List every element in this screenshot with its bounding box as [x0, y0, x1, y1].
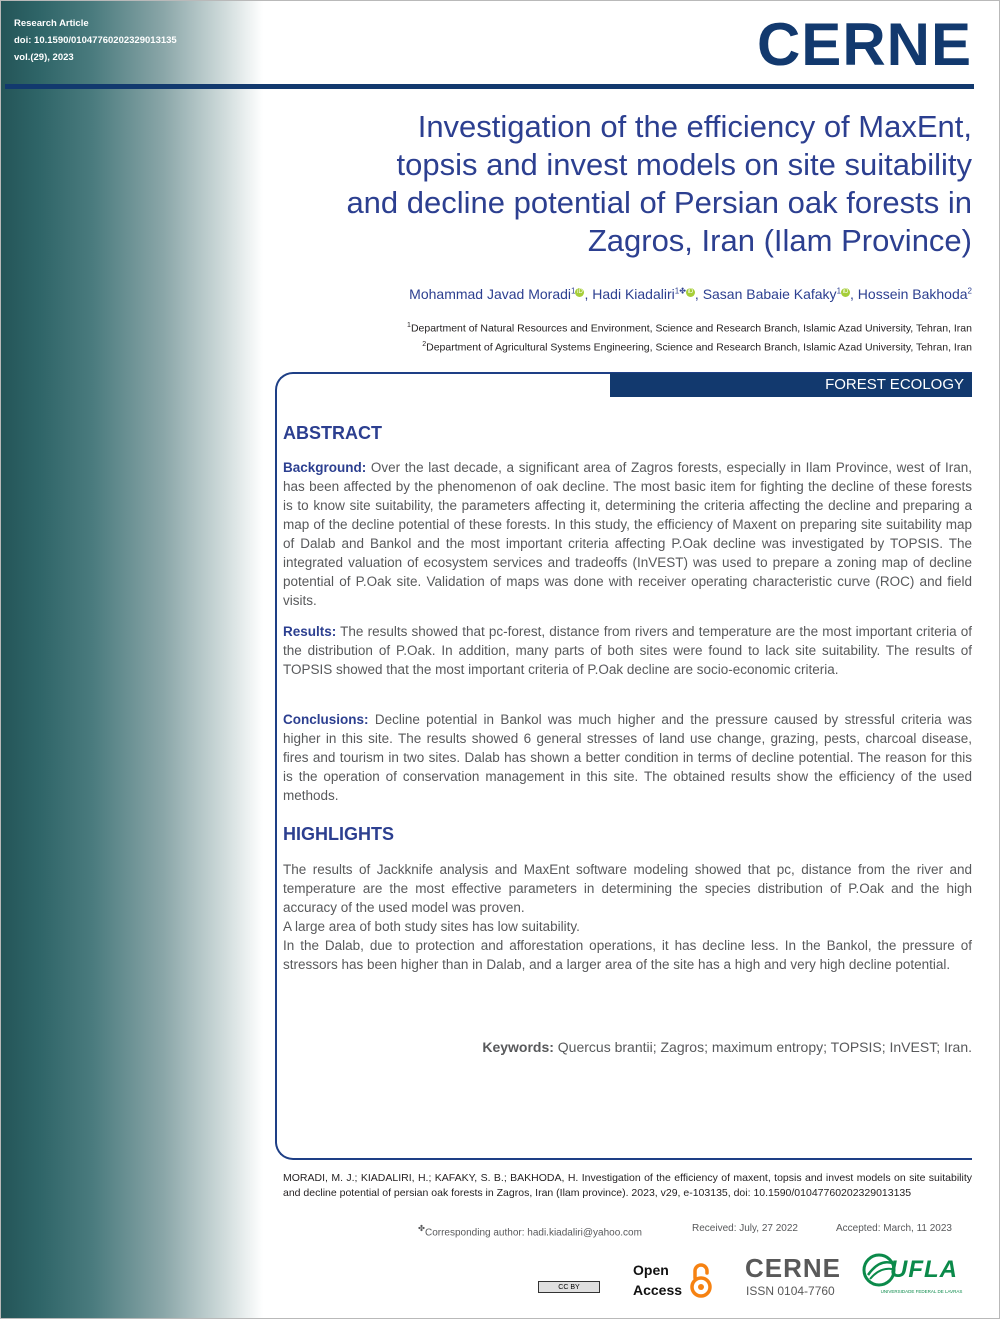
keywords: [482, 1039, 972, 1055]
orcid-icon[interactable]: iD: [842, 289, 849, 296]
cc-license-badge[interactable]: CC BY: [538, 1281, 600, 1293]
section-tag: FOREST ECOLOGY: [610, 373, 972, 397]
author-affil-mark: 2: [967, 286, 972, 296]
ufla-subtitle: UNIVERSIDADE FEDERAL DE LAVRAS: [880, 1289, 963, 1294]
conclusions-label: Conclusions:: [283, 712, 369, 727]
affiliation-list: [407, 318, 972, 355]
side-gradient-band: [1, 1, 263, 1318]
article-type: Research Article: [14, 18, 89, 29]
article-doi[interactable]: doi: 10.1590/01047760202329013135: [14, 35, 177, 46]
open-access-label: Open Access: [633, 1262, 683, 1298]
author-name[interactable]: Hossein Bakhoda: [857, 286, 968, 302]
accepted-date: Accepted: March, 11 2023: [836, 1223, 952, 1234]
orcid-icon[interactable]: iD: [577, 289, 583, 296]
background-label: Background:: [283, 460, 367, 475]
highlight-item: In the Dalab, due to protection and afforestation operations, it has decline less. In the Bankol, the pressure of stressors has been higher than in Dalab, and a larger area of the site has a high and very high decline potential.: [283, 938, 972, 972]
title-line: Investigation of the efficiency of MaxEnt,: [417, 109, 972, 144]
title-line: topsis and invest models on site suitability: [396, 147, 972, 182]
author-affil-mark: 1: [571, 286, 576, 296]
keywords-text: Quercus brantii; Zagros; maximum entropy; TOPSIS; InVEST; Iran.: [553, 1039, 972, 1055]
ufla-logo-text: UFLA: [890, 1256, 958, 1283]
results-label: Results:: [283, 624, 337, 639]
abstract-conclusions: [283, 710, 972, 805]
abstract-background: [283, 458, 972, 610]
issn: ISSN 0104-7760: [746, 1284, 835, 1298]
affiliation: $^2$Department of Agricultural Systems Engineering, Science and Research Branch, Islamic Azad University, Tehran, Iran: [422, 340, 972, 353]
title-line: and decline potential of Persian oak forests in: [346, 185, 972, 220]
title-line: Zagros, Iran (Ilam Province): [587, 223, 972, 258]
author-list: Mohammad Javad Moradi$^1$ iD , Hadi Kiadaliri$^{1✤}$ iD , Sasan Babaie Kafaky$^1$ iD , Hossein Bakhoda$^2$: [409, 286, 972, 302]
received-date: Received: July, 27 2022: [692, 1223, 798, 1234]
author-affil-mark: 1: [836, 286, 842, 296]
author-name[interactable]: Sasan Babaie Kafaky: [702, 286, 837, 302]
affiliation: $^1$Department of Natural Resources and Environment, Science and Research Branch, Islamic Azad University, Tehran, Iran: [407, 322, 972, 335]
corresponding-author: ✤Corresponding author: hadi.kiadaliri@yahoo.com: [418, 1223, 642, 1239]
keywords-label: Keywords:: [482, 1039, 554, 1055]
conclusions-text: Decline potential in Bankol was much higher and the pressure caused by stressful criteria was higher in this site. The results showed 6 general stresses of land use change, grazing, pests, charcoal disease, fires and tourism in two sites. Dalab has shown a better condition in terms of decline potential. The reason for this is the operation of conservation management in this site. The obtained results show the efficiency of the used methods.: [283, 712, 972, 803]
orcid-icon[interactable]: iD: [687, 289, 694, 296]
abstract-results: [283, 622, 972, 679]
author-affil-mark: 1: [674, 286, 680, 296]
article-title: [252, 108, 972, 260]
highlight-item: The results of Jackknife analysis and MaxEnt software modeling showed that pc, distance from the river and temperature are the most effective parameters in determining the species distribution of P.Oak and the high accuracy of the used model was proven.: [283, 862, 972, 915]
results-text: The results showed that pc-forest, distance from rivers and temperature are the most important criteria of the distribution of P.Oak. In addition, many parts of both sites were found to lack site suitability. The results of TOPSIS showed that the most important criteria of P.Oak decline are socio-economic criteria.: [283, 624, 972, 677]
cerne-logo: CERNE: [745, 1253, 842, 1283]
highlights-heading: HIGHLIGHTS: [283, 824, 394, 844]
open-access-icon: [689, 1262, 713, 1298]
author-name[interactable]: Hadi Kiadaliri: [592, 286, 675, 302]
corresponding-author-mark: ✤: [679, 286, 686, 296]
highlights-list: [283, 860, 972, 974]
header-divider: [5, 84, 974, 89]
article-volume: vol.(29), 2023: [14, 52, 74, 63]
background-text: Over the last decade, a significant area of Zagros forests, especially in Ilam Province, west of Iran, has been affected by the phenomenon of oak decline. The most basic item for fighting the decline of these forests is to know site suitability, the parameters affecting it, determining the criteria affecting the decline and preparing a map of the decline potential of these forests. In this study, the efficiency of Maxent on preparing site suitability map of Dalab and Bankol and the most important criteria affecting P.Oak decline was investigated by TOPSIS. The integrated valuation of ecosystem services and tradeoffs (InVEST) was used to prepare a zoning map of decline potential of P.Oak site. Validation of maps was done with receiver operating characteristic curve (ROC) and field visits.: [283, 460, 972, 608]
abstract-heading: ABSTRACT: [283, 423, 382, 443]
highlight-item: A large area of both study sites has low suitability.: [283, 919, 580, 934]
author-name[interactable]: Mohammad Javad Moradi: [409, 286, 572, 302]
article-meta: [14, 15, 177, 66]
journal-brand: CERNE: [756, 11, 972, 78]
citation: MORADI, M. J.; KIADALIRI, H.; KAFAKY, S. B.; BAKHODA, H. Investigation of the efficiency of maxent, topsis and invest models on site suitability and decline potential of persian oak forests in Zagros, Iran (Ilam province). 2023, v29, e-103135, doi: 10.1590/01047760202329013135: [283, 1172, 972, 1199]
